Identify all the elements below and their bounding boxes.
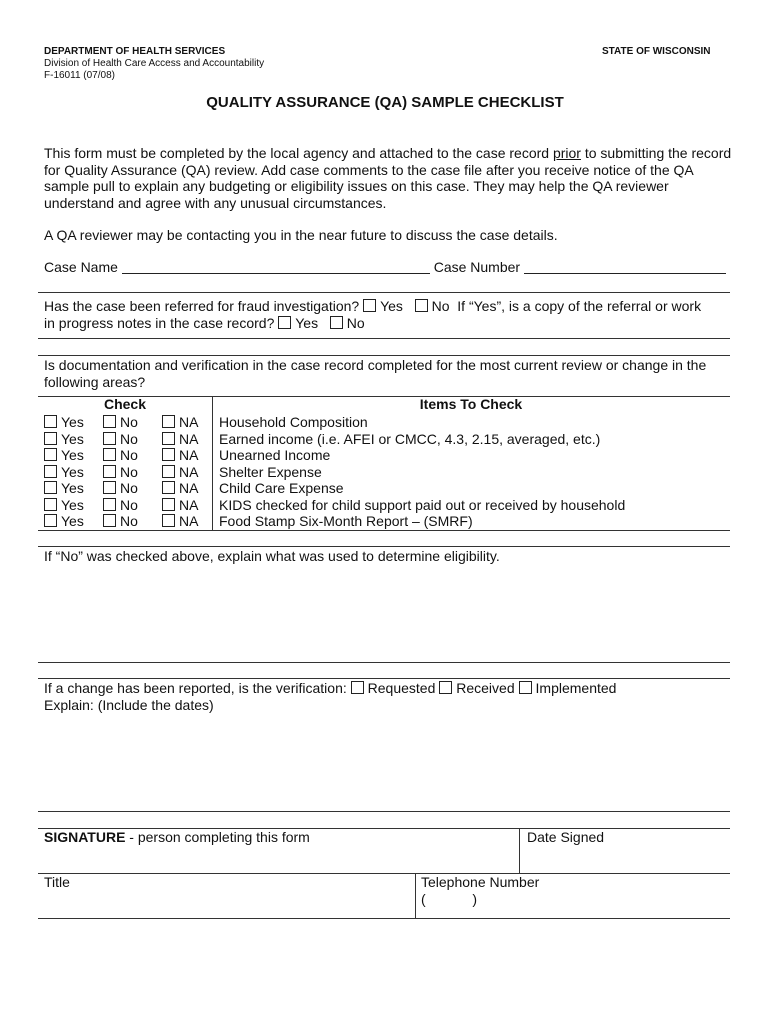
na-label: NA	[179, 447, 199, 463]
na-checkbox[interactable]	[162, 514, 175, 527]
item-to-check: Food Stamp Six-Month Report – (SMRF)	[219, 513, 473, 529]
explain-no-textarea[interactable]	[40, 566, 728, 660]
item-to-check: Unearned Income	[219, 447, 331, 463]
no-label: No	[120, 463, 138, 480]
na-label: NA	[179, 463, 199, 480]
intro-prior: prior	[552, 145, 581, 161]
no-label: No	[120, 414, 138, 430]
no-label: No	[120, 430, 138, 447]
fraud-question	[44, 298, 701, 331]
na-checkbox[interactable]	[162, 465, 175, 478]
case-number-label: Case Number	[433, 259, 521, 275]
change-question	[44, 680, 616, 713]
received-checkbox[interactable]	[439, 681, 452, 694]
divider	[38, 678, 730, 679]
case-name-label: Case Name	[44, 259, 118, 275]
referral-no-checkbox[interactable]	[330, 316, 343, 329]
yes-checkbox[interactable]	[44, 481, 57, 494]
referral-yes-checkbox[interactable]	[278, 316, 291, 329]
divider	[38, 873, 730, 874]
item-to-check: Earned income (i.e. AFEI or CMCC, 4.3, 2.15, averaged, etc.)	[219, 430, 601, 447]
yes-checkbox[interactable]	[44, 415, 57, 428]
case-number-input[interactable]	[524, 260, 726, 274]
fraud-followup-text: If “Yes”, is a copy of the referral or work	[457, 298, 702, 314]
form-number: F-16011 (07/08)	[44, 70, 115, 81]
division-name: Division of Health Care Access and Accountability	[44, 58, 265, 69]
fraud-question-text: Has the case been referred for fraud investigation?	[44, 298, 360, 314]
fraud-no-label: No	[431, 298, 450, 314]
intro-text: This form must be completed by the local agency and attached to the case record	[44, 145, 553, 161]
yes-label: Yes	[61, 513, 84, 529]
yes-checkbox[interactable]	[44, 448, 57, 461]
divider	[38, 546, 730, 547]
divider	[38, 811, 730, 812]
no-checkbox[interactable]	[103, 514, 116, 527]
title-field[interactable]: Title	[44, 874, 70, 890]
received-label: Received	[456, 680, 515, 696]
intro-text: for Quality Assurance (QA) review. Add case comments to the case file after you receive notice of the QA	[44, 161, 694, 178]
na-label: NA	[179, 414, 199, 430]
yes-checkbox[interactable]	[44, 432, 57, 445]
no-checkbox[interactable]	[103, 448, 116, 461]
telephone-area-code: ( )	[421, 890, 477, 907]
documentation-question	[44, 357, 706, 390]
fraud-yes-label: Yes	[380, 298, 403, 314]
signature-divider	[519, 828, 520, 873]
signature-label: - person completing this form	[125, 829, 310, 845]
department-name: DEPARTMENT OF HEALTH SERVICES	[44, 46, 226, 57]
date-signed-field[interactable]: Date Signed	[527, 829, 605, 845]
col-header-items: Items To Check	[419, 396, 523, 412]
explain-no-label: If “No” was checked above, explain what was used to determine eligibility.	[44, 548, 500, 564]
na-label: NA	[179, 480, 199, 496]
signature-field[interactable]	[44, 829, 310, 846]
na-checkbox[interactable]	[162, 448, 175, 461]
page-title: QUALITY ASSURANCE (QA) SAMPLE CHECKLIST	[206, 94, 564, 111]
yes-checkbox[interactable]	[44, 465, 57, 478]
no-checkbox[interactable]	[103, 465, 116, 478]
intro-text: to submitting the record	[580, 145, 732, 161]
divider	[38, 918, 730, 919]
item-to-check: Child Care Expense	[219, 480, 344, 496]
item-to-check: Shelter Expense	[219, 463, 322, 480]
divider	[38, 292, 730, 293]
yes-label: Yes	[61, 447, 84, 463]
fraud-yes-checkbox[interactable]	[363, 299, 376, 312]
requested-label: Requested	[367, 680, 436, 696]
col-header-check: Check	[103, 396, 147, 412]
yes-label: Yes	[61, 414, 84, 430]
yes-label: Yes	[61, 463, 84, 480]
state-name: STATE OF WISCONSIN	[602, 46, 711, 57]
no-checkbox[interactable]	[103, 481, 116, 494]
change-question-text: If a change has been reported, is the verification:	[44, 680, 347, 696]
no-checkbox[interactable]	[103, 415, 116, 428]
title-divider	[415, 873, 416, 918]
implemented-label: Implemented	[535, 680, 617, 696]
intro-text: sample pull to explain any budgeting or eligibility issues on this case. They may help the QA reviewer	[44, 178, 669, 194]
table-column-divider	[212, 396, 213, 530]
na-checkbox[interactable]	[162, 432, 175, 445]
na-checkbox[interactable]	[162, 415, 175, 428]
yes-label: Yes	[61, 480, 84, 496]
referral-no-label: No	[346, 314, 365, 331]
intro-text: understand and agree with any unusual circumstances.	[44, 194, 387, 211]
reviewer-note: A QA reviewer may be contacting you in the near future to discuss the case details.	[44, 227, 558, 243]
no-checkbox[interactable]	[103, 498, 116, 511]
item-to-check: Household Composition	[219, 414, 368, 430]
requested-checkbox[interactable]	[351, 681, 364, 694]
yes-checkbox[interactable]	[44, 498, 57, 511]
na-label: NA	[179, 430, 199, 447]
no-checkbox[interactable]	[103, 432, 116, 445]
case-fields	[44, 259, 726, 276]
no-label: No	[120, 447, 138, 463]
item-to-check: KIDS checked for child support paid out or received by household	[219, 496, 626, 513]
na-label: NA	[179, 496, 199, 513]
explain-dates-label: Explain: (Include the dates)	[44, 696, 214, 713]
case-name-input[interactable]	[122, 260, 430, 274]
implemented-checkbox[interactable]	[519, 681, 532, 694]
na-checkbox[interactable]	[162, 481, 175, 494]
signature-label-bold: SIGNATURE	[44, 829, 126, 845]
divider	[38, 338, 730, 339]
referral-yes-label: Yes	[295, 314, 319, 331]
na-checkbox[interactable]	[162, 498, 175, 511]
fraud-followup-text: in progress notes in the case record?	[44, 314, 275, 331]
table-bottom-border	[38, 530, 730, 531]
yes-checkbox[interactable]	[44, 514, 57, 527]
na-label: NA	[179, 513, 199, 529]
telephone-field[interactable]	[421, 874, 539, 907]
divider	[38, 662, 730, 663]
intro-paragraph	[44, 145, 731, 211]
divider	[38, 355, 730, 356]
no-label: No	[120, 513, 138, 529]
yes-label: Yes	[61, 496, 84, 513]
yes-label: Yes	[61, 430, 84, 447]
explain-dates-textarea[interactable]	[40, 716, 728, 808]
documentation-question-text: Is documentation and verification in the case record completed for the most current review or change in the	[44, 357, 707, 373]
no-label: No	[120, 496, 138, 513]
documentation-question-text: following areas?	[44, 373, 146, 390]
fraud-no-checkbox[interactable]	[415, 299, 428, 312]
no-label: No	[120, 480, 138, 496]
telephone-label: Telephone Number	[421, 874, 540, 890]
